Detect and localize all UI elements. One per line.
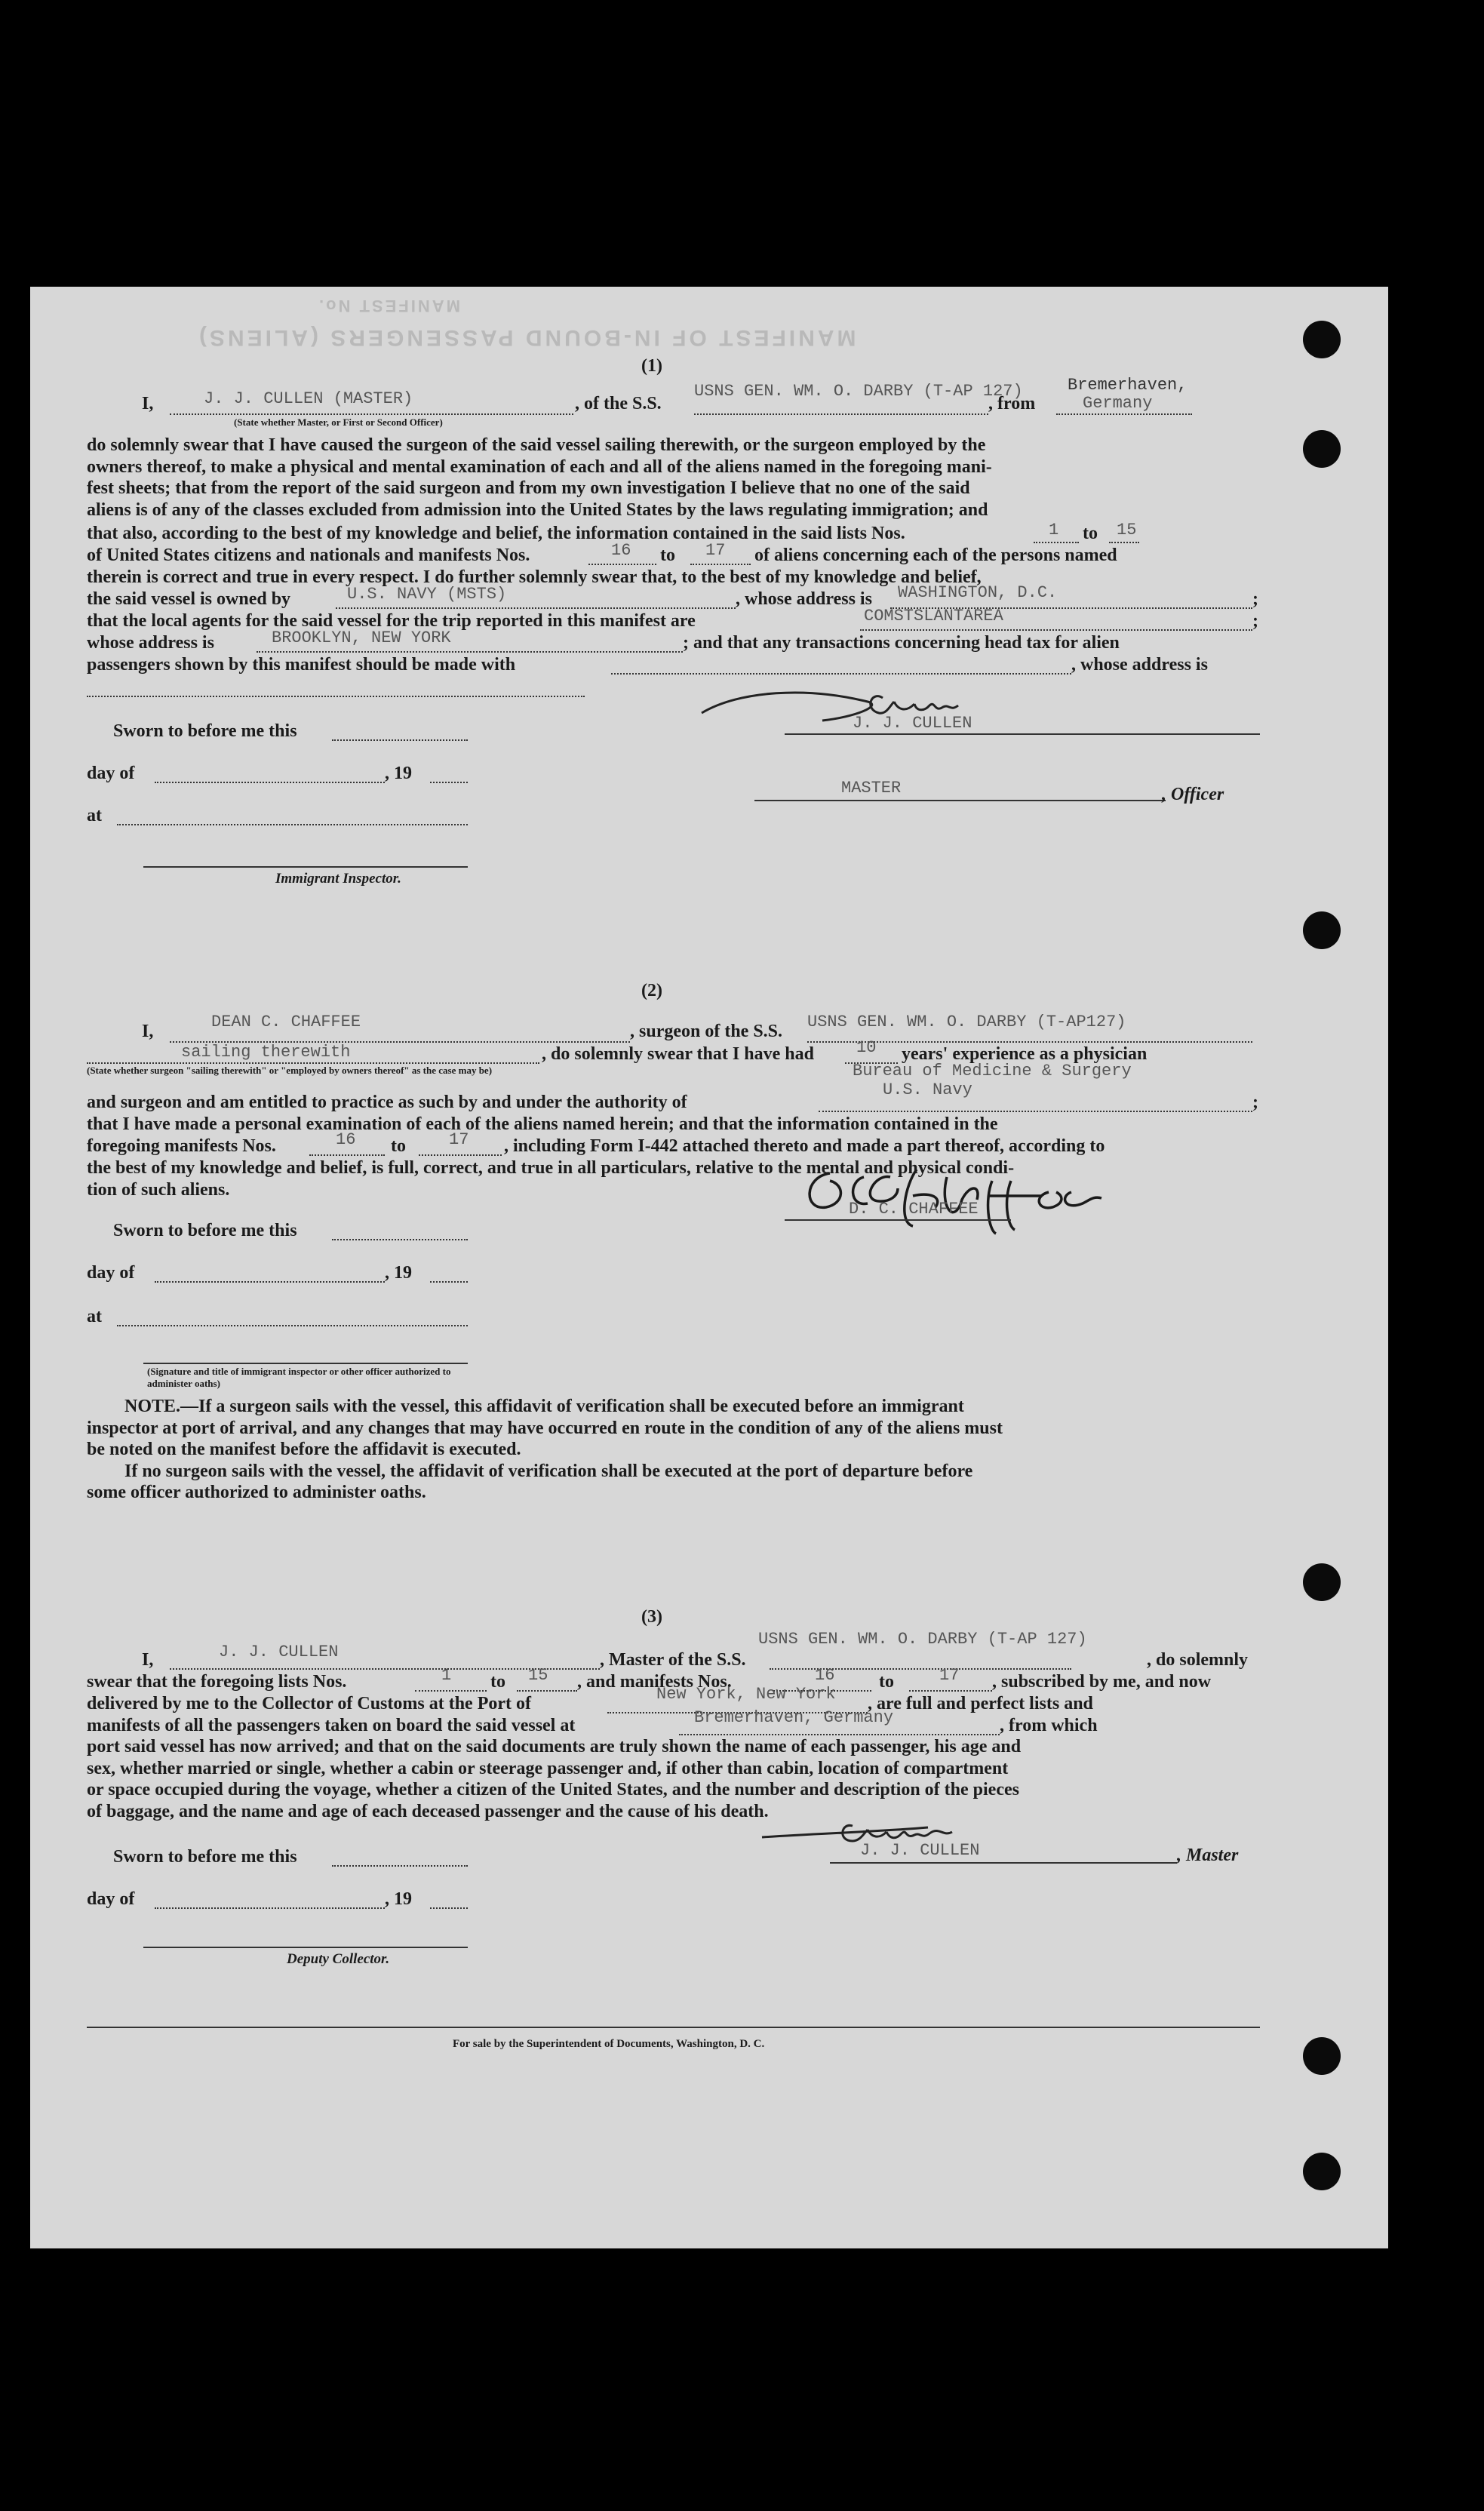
s1-from: , from [988, 394, 1036, 413]
s2-i: I, [142, 1022, 154, 1041]
s3-port: New York, New York [656, 1685, 836, 1704]
s1-signature-line [785, 733, 1260, 735]
s1-line-1: do solemnly swear that I have caused the surgeon of the said vessel sailing therewith, or the surgeon employed by the [87, 435, 986, 455]
s2-semicolon: ; [1252, 1093, 1258, 1112]
s3-signer: J. J. CULLEN [860, 1841, 980, 1860]
s1-manifests-from: 16 [611, 541, 631, 560]
s3-to-2: to [879, 1672, 894, 1692]
s2-sig-caption: (Signature and title of immigrant inspector or other officer authorized to administer oaths) [147, 1366, 451, 1389]
s1-line-4: aliens is of any of the classes excluded from admission into the United States by the laws regulating immigration; and [87, 499, 988, 520]
s3-collector-caption: Deputy Collector. [287, 1951, 390, 1967]
s1-inspector-caption: Immigrant Inspector. [275, 871, 401, 887]
s1-line-3: fest sheets; that from the report of the said surgeon and from my own investigation I believe that no one of the said [87, 478, 970, 499]
s3-departure-line [679, 1734, 1000, 1735]
s3-lists-to: 15 [528, 1666, 548, 1685]
s3-i: I, [142, 1650, 154, 1670]
s2-note-line-3: be noted on the manifest before the affidavit is executed. [87, 1440, 521, 1460]
s3-sworn: Sworn to before me this [113, 1847, 297, 1867]
s1-head-tax-line [611, 673, 1071, 675]
s3-body [87, 1736, 1260, 1822]
s3-to-1: to [490, 1672, 505, 1692]
s2-authority-1: Bureau of Medicine & Surgery [853, 1062, 1132, 1080]
s1-sworn: Sworn to before me this [113, 721, 297, 741]
s2-manifests-to-line [419, 1154, 502, 1156]
s2-sworn: Sworn to before me this [113, 1221, 297, 1240]
s1-at: at [87, 806, 102, 825]
s3-manifests-to-line [909, 1690, 992, 1692]
s3-departure: Bremerhaven, Germany [694, 1708, 894, 1727]
s2-to: to [391, 1136, 406, 1156]
s1-body [87, 435, 1260, 521]
s1-line-9: that the local agents for the said vessel for the trip reported in this manifest are [87, 611, 696, 631]
s3-and-manifests: , and manifests Nos. [577, 1672, 732, 1692]
s2-note [87, 1396, 1260, 1504]
chaffee-signature [785, 1154, 1207, 1237]
s3-line-4: of baggage, and the name and age of each deceased passenger and the cause of his death. [87, 1801, 769, 1821]
s2-signer: D. C. CHAFFEE [849, 1200, 979, 1219]
s2-sworn-line [332, 1239, 468, 1240]
s2-note-line-1 [87, 1396, 1260, 1418]
s2-manifests-from: 16 [336, 1130, 356, 1149]
s1-manifests-from-line [588, 564, 656, 565]
faint-manifest-number: MANIFEST No. [317, 297, 460, 315]
s1-sworn-line [332, 739, 468, 741]
s3-from-which: , from which [1000, 1716, 1098, 1735]
s1-day-of: day of [87, 764, 135, 783]
s1-line-6: of United States citizens and nationals and manifests Nos. [87, 546, 530, 565]
binder-hole-3 [1303, 911, 1341, 949]
s1-whose-address: , whose address is [736, 589, 872, 609]
s2-years-text: years' experience as a physician [902, 1044, 1148, 1064]
s2-day-line [155, 1281, 385, 1283]
s2-authority-text: and surgeon and am entitled to practice as such by and under the authority of [87, 1093, 687, 1112]
s1-manifests-to-line [690, 564, 751, 565]
footer-printer: For sale by the Superintendent of Documents, Washington, D. C. [453, 2038, 765, 2050]
s2-inspector-line [143, 1363, 468, 1364]
s2-sailing: sailing therewith [181, 1043, 351, 1062]
s2-line-best: the best of my knowledge and belief, is full, correct, and true in all particulars, relative to the mental and physical condi- [87, 1158, 1015, 1178]
s2-note-line-5: some officer authorized to administer oaths. [87, 1483, 426, 1503]
s3-day-line [155, 1907, 385, 1909]
s2-authority-line [819, 1111, 1252, 1112]
note-label: NOTE. [124, 1397, 181, 1416]
s3-year: , 19 [385, 1889, 412, 1909]
s3-lists-from: 1 [441, 1666, 452, 1685]
section-2-number: (2) [641, 981, 662, 1000]
footer-rule [87, 2027, 1260, 2028]
s3-subscribed: , subscribed by me, and now [992, 1672, 1212, 1692]
binder-hole-4 [1303, 1563, 1341, 1601]
s1-semicolon-1: ; [1252, 589, 1258, 609]
s2-signature-line [785, 1219, 1011, 1221]
s3-year-line [430, 1907, 468, 1909]
s3-swear-lists: swear that the foregoing lists Nos. [87, 1672, 347, 1692]
s2-vessel: USNS GEN. WM. O. DARBY (T-AP127) [807, 1013, 1126, 1031]
s1-year-line [430, 782, 468, 783]
s2-year-line [430, 1281, 468, 1283]
s1-agent-address: BROOKLYN, NEW YORK [272, 629, 451, 647]
s3-line-2: sex, whether married or single, whether a cabin or steerage passenger and, if other than cabin, location of compartment [87, 1758, 1009, 1778]
s1-agents: COMSTSLANTAREA [864, 607, 1003, 625]
s1-master-name: J. J. CULLEN (MASTER) [204, 389, 413, 408]
s1-line-2: owners thereof, to make a physical and mental examination of each and all of the aliens named in the foregoing mani- [87, 456, 992, 477]
s1-at-line [117, 824, 468, 825]
s2-line-manifests-rest: , including Form I-442 attached thereto and made a part thereof, according to [504, 1136, 1105, 1156]
s1-lists-to-line [1109, 542, 1139, 543]
s1-vessel-line [694, 413, 988, 415]
s3-lists-from-line [415, 1690, 487, 1692]
s3-manifests-to: 17 [939, 1666, 960, 1685]
s1-line-5: that also, according to the best of my knowledge and belief, the information contained in the said lists Nos. [87, 524, 905, 543]
s1-lists-from-line [1034, 542, 1079, 543]
s1-line-11: passengers shown by this manifest should be made with [87, 655, 516, 675]
s1-signer: J. J. CULLEN [853, 714, 972, 733]
manifest-page [30, 287, 1388, 2248]
s2-line-such: tion of such aliens. [87, 1180, 230, 1200]
s2-surgeon-name: DEAN C. CHAFFEE [211, 1013, 361, 1031]
s1-to-1: to [1083, 524, 1098, 543]
s1-officer-line [754, 800, 1166, 801]
s2-surgeon-of: , surgeon of the S.S. [630, 1022, 783, 1041]
s1-vessel: USNS GEN. WM. O. DARBY (T-AP 127) [694, 382, 1023, 401]
s3-full-lists: , are full and perfect lists and [868, 1694, 1093, 1713]
s1-of-ss: , of the S.S. [575, 394, 662, 413]
s2-years: 10 [856, 1038, 877, 1057]
s2-line-exam: that I have made a personal examination of each of the aliens named herein; and that the information contained in the [87, 1114, 998, 1134]
s1-day-line [155, 782, 385, 783]
s3-do-solemnly: , do solemnly [1147, 1650, 1249, 1670]
s3-lists-to-line [517, 1690, 577, 1692]
s1-of-aliens: of aliens concerning each of the persons named [754, 546, 1117, 565]
s1-owner-line [336, 607, 736, 609]
s2-authority-2: U.S. Navy [883, 1080, 972, 1099]
s3-master: , Master [1177, 1846, 1239, 1865]
s1-year: , 19 [385, 764, 412, 783]
s1-line-10: whose address is [87, 633, 214, 653]
s3-name: J. J. CULLEN [219, 1643, 339, 1661]
s1-owner: U.S. NAVY (MSTS) [347, 585, 507, 604]
s2-line-manifests: foregoing manifests Nos. [87, 1136, 276, 1156]
s1-agents-line [860, 629, 1252, 631]
s1-manifests-to: 17 [705, 541, 726, 560]
s2-year: , 19 [385, 1263, 412, 1283]
s3-line-3: or space occupied during the voyage, whether a citizen of the United States, and the number and description of the pieces [87, 1780, 1019, 1800]
s3-vessel: USNS GEN. WM. O. DARBY (T-AP 127) [758, 1630, 1087, 1649]
s2-note-line-4: If no surgeon sails with the vessel, the affidavit of verification shall be executed at the port of departure before [124, 1461, 973, 1481]
s1-from-port: Bremerhaven, [1068, 376, 1188, 395]
s2-at-line [117, 1325, 468, 1326]
s1-state-caption: (State whether Master, or First or Second Officer) [234, 416, 443, 428]
s1-from-country: Germany [1083, 394, 1153, 413]
s1-address-line-2 [87, 696, 585, 697]
s2-swear: , do solemnly swear that I have had [542, 1044, 814, 1064]
s2-manifests-to: 17 [449, 1130, 469, 1149]
binder-hole-2 [1303, 430, 1341, 468]
faint-title: MANIFEST OF IN-BOUND PASSENGERS (ALIENS) [196, 325, 856, 350]
note-text-1: —If a surgeon sails with the vessel, this affidavit of verification shall be executed before an immigrant [180, 1397, 964, 1416]
s1-owner-address: WASHINGTON, D.C. [898, 583, 1058, 602]
s1-lists-to: 15 [1117, 521, 1137, 539]
s3-signature-line [830, 1862, 1177, 1864]
binder-hole-6 [1303, 2153, 1341, 2190]
s3-sworn-line [332, 1865, 468, 1867]
s3-delivered: delivered by me to the Collector of Customs at the Port of [87, 1694, 531, 1713]
s1-lists-from: 1 [1049, 521, 1059, 539]
s1-to-2: to [660, 546, 675, 565]
s3-day-of: day of [87, 1889, 135, 1909]
s3-master-of: , Master of the S.S. [600, 1650, 746, 1670]
s1-semicolon-2: ; [1252, 611, 1258, 631]
s2-day-of: day of [87, 1263, 135, 1283]
s1-name-line [170, 413, 573, 415]
s2-manifests-from-line [309, 1154, 385, 1156]
s3-manifests-from: 16 [815, 1666, 835, 1685]
s2-state-caption: (State whether surgeon "sailing therewith" or "employed by owners thereof" as the case may be) [87, 1065, 493, 1076]
s2-note-line-2: inspector at port of arrival, and any changes that may have occurred en route in the condition of any of the aliens must [87, 1418, 1003, 1438]
s1-line-7: therein is correct and true in every respect. I do further solemnly swear that, to the best of my knowledge and belief, [87, 567, 982, 587]
s1-i: I, [142, 394, 154, 413]
binder-hole-5 [1303, 2037, 1341, 2075]
s1-head-tax: ; and that any transactions concerning head tax for alien [683, 633, 1120, 653]
s1-agent-address-line [257, 651, 683, 653]
s1-whose-address-end: , whose address is [1071, 655, 1208, 675]
s1-officer: , Officer [1162, 785, 1224, 804]
s1-line-8: the said vessel is owned by [87, 589, 291, 609]
s1-title: MASTER [841, 779, 902, 798]
s3-line-1: port said vessel has now arrived; and that on the said documents are truly shown the name of each passenger, his age and [87, 1737, 1022, 1756]
section-3-number: (3) [641, 1607, 662, 1627]
binder-hole-1 [1303, 321, 1341, 358]
section-1-number: (1) [641, 356, 662, 376]
s3-manifests-all: manifests of all the passengers taken on board the said vessel at [87, 1716, 576, 1735]
s2-at: at [87, 1307, 102, 1326]
